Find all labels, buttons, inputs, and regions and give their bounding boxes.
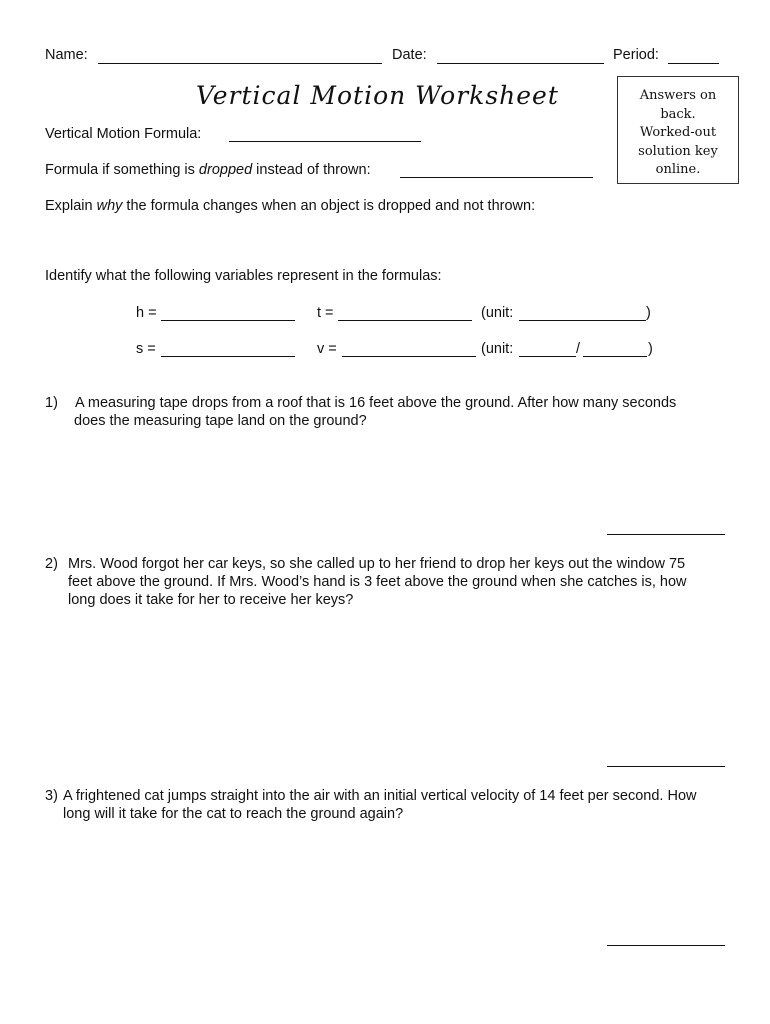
question-2-line-1: Mrs. Wood forgot her car keys, so she called up to her friend to drop her keys out the window 75 (68, 556, 686, 572)
dropped-formula-field[interactable] (400, 177, 593, 178)
unit-v-open: (unit: (481, 341, 514, 357)
unit-v-close: ) (648, 341, 653, 357)
variable-t-label: t = (317, 305, 334, 321)
variable-h-field[interactable] (161, 320, 295, 321)
question-3-line-1: A frightened cat jumps straight into the air with an initial vertical velocity of 14 feet per second. How (63, 788, 697, 804)
note-line: Answers on (639, 88, 717, 103)
name-field[interactable] (98, 63, 382, 64)
question-2-line-3: long does it take for her to receive her keys? (68, 592, 354, 608)
unit-v-numerator-field[interactable] (519, 356, 576, 357)
question-3-answer-field[interactable] (607, 945, 725, 946)
date-field[interactable] (437, 63, 604, 64)
question-3-line-2: long will it take for the cat to reach the ground again? (63, 806, 404, 822)
question-1-line-1: A measuring tape drops from a roof that is 16 feet above the ground. After how many seconds (75, 395, 677, 411)
variable-s-label: s = (136, 341, 156, 357)
note-line: online. (655, 162, 701, 177)
note-line: solution key (638, 143, 718, 159)
explain-prompt: Explain why the formula changes when an object is dropped and not thrown: (45, 198, 536, 214)
question-1-line-2: does the measuring tape land on the ground? (74, 413, 367, 429)
vertical-motion-formula-label: Vertical Motion Formula: (45, 126, 202, 142)
unit-t-close: ) (646, 305, 651, 321)
variables-intro: Identify what the following variables represent in the formulas: (45, 268, 442, 284)
unit-t-open: (unit: (481, 305, 514, 321)
question-2-number: 2) (45, 556, 58, 572)
question-3-number: 3) (45, 788, 58, 804)
period-field[interactable] (668, 63, 719, 64)
variable-t-field[interactable] (338, 320, 472, 321)
name-label: Name: (45, 47, 88, 63)
dropped-formula-label: Formula if something is dropped instead of thrown: (45, 162, 371, 178)
note-line: back. (660, 106, 696, 122)
variable-h-label: h = (136, 305, 157, 321)
unit-t-field[interactable] (519, 320, 646, 321)
variable-s-field[interactable] (161, 356, 295, 357)
question-2-line-2: feet above the ground. If Mrs. Wood’s hand is 3 feet above the ground when she catches is, how (68, 574, 687, 590)
question-1-answer-field[interactable] (607, 534, 725, 535)
worksheet-title: Vertical Motion Worksheet (196, 81, 559, 110)
unit-v-slash: / (576, 341, 581, 357)
date-label: Date: (392, 47, 427, 63)
variable-v-label: v = (317, 341, 337, 357)
question-1-number: 1) (45, 395, 58, 411)
question-2-answer-field[interactable] (607, 766, 725, 767)
vertical-motion-formula-field[interactable] (229, 141, 421, 142)
answers-note-box (617, 76, 739, 184)
note-line: Worked-out (639, 125, 717, 140)
period-label: Period: (613, 47, 659, 63)
unit-v-denominator-field[interactable] (583, 356, 647, 357)
variable-v-field[interactable] (342, 356, 476, 357)
